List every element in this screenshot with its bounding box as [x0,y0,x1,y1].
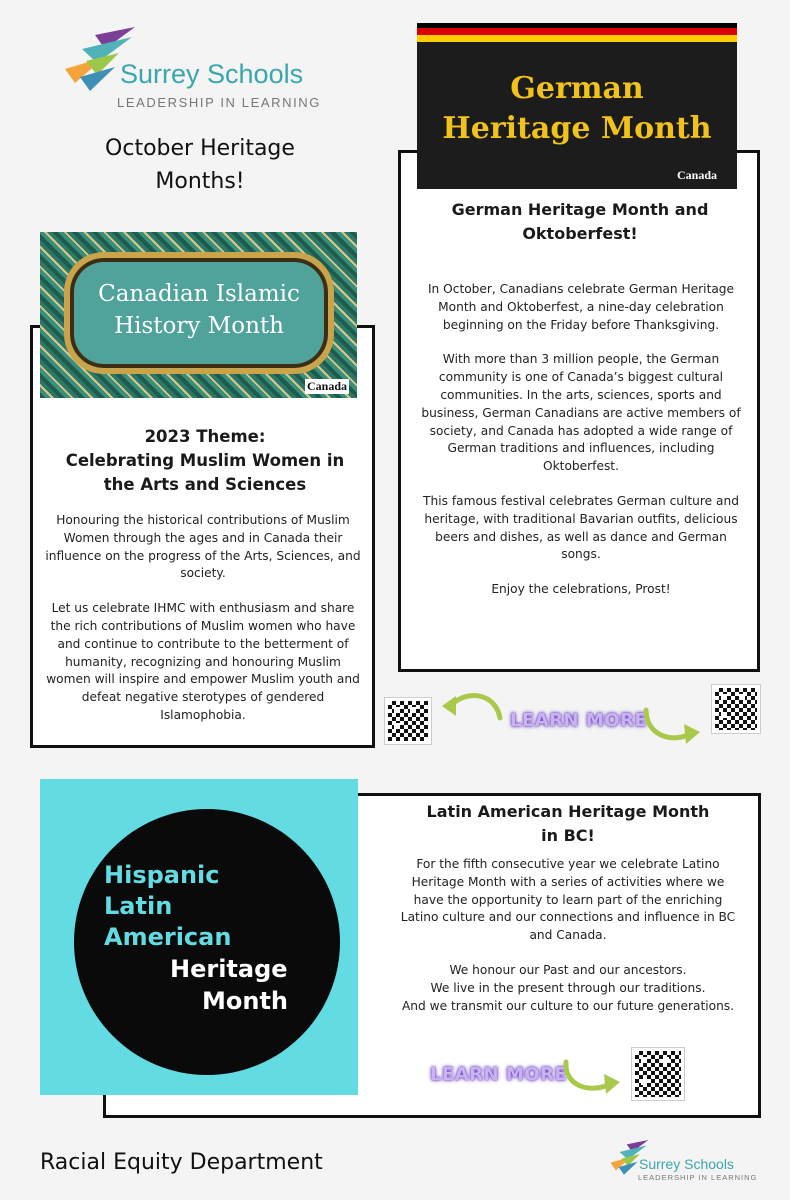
latin-heading [390,800,746,848]
latin-learn-more-link[interactable]: LEARN MORE [430,1064,568,1085]
latin-paragraph-2-line2: We live in the present through our traditions. [430,980,706,995]
german-banner-title-line2: Heritage Month [442,111,712,146]
german-body [416,281,746,599]
arrow-right-icon [560,1058,626,1098]
islamic-banner-title-line1: Canadian Islamic [98,281,300,307]
logo-name: Surrey Schools [120,59,304,89]
footer-department: Racial Equity Department [40,1150,323,1175]
german-paragraph-3: This famous festival celebrates German culture and heritage, with traditional Bavarian outfits, delicious beers and dishes, as well as dance and German songs. [423,493,739,562]
hispanic-line-4: Heritage [170,955,288,983]
page-title-line2: Months! [155,169,245,194]
islamic-body [42,512,364,725]
islamic-banner-title-line2: History Month [114,313,284,339]
latin-paragraph-2-line3: And we transmit our culture to our future generations. [401,998,735,1013]
page-title-line1: October Heritage [105,136,295,161]
page-title [50,132,350,198]
german-qr-code-right[interactable] [712,685,760,733]
flag-stripe-gold [417,35,737,42]
islamic-theme-heading [40,425,370,497]
german-qr-code-left[interactable] [385,698,431,744]
german-heritage-banner-image [417,23,737,189]
german-banner-title-line1: German [510,71,644,106]
latin-heading-line1: Latin American Heritage Month [426,802,710,821]
islamic-paragraph-2: Let us celebrate IHMC with enthusiasm and share the rich contributions of Muslim women who have and continue to contribute to the betterment of humanity, recognizing and honouring Muslim women will inspire and empower Muslim youth and defeat negative sterotypes of gendered Islamophobia. [46,601,360,722]
german-heading [410,198,750,246]
latin-paragraph-2-line1: We honour our Past and our ancestors. [449,962,687,977]
footer-logo-name: Surrey Schools [639,1156,734,1172]
surrey-schools-logo[interactable] [45,25,365,115]
arrow-left-icon [438,688,508,728]
footer-surrey-logo[interactable] [598,1138,768,1183]
german-learn-more-link[interactable]: LEARN MORE [510,710,648,731]
german-canada-wordmark: Canada [676,168,717,182]
german-paragraph-4: Enjoy the celebrations, Prost! [491,582,671,597]
hispanic-line-2: Latin [104,892,173,920]
german-paragraph-2: With more than 3 million people, the German community is one of Canada’s biggest cultural communities. In the arts, sciences, sports and business, German Canadians are active members of society, and Canada has adopted a wide range of German traditions and influences, including Oktoberfest. [421,352,741,474]
latin-heading-line2: in BC! [541,826,595,845]
hispanic-line-3: American [104,923,232,951]
german-paragraph-1: In October, Canadians celebrate German Heritage Month and Oktoberfest, a nine-day celebration beginning on the Friday before Thanksgiving. [427,282,735,332]
german-heading-line1: German Heritage Month and [451,200,709,219]
arrow-right-icon [640,704,706,748]
islamic-history-banner-image [40,232,357,398]
hispanic-line-5: Month [202,987,289,1015]
islamic-canada-wordmark: Canada [306,379,347,393]
islamic-banner-title [64,278,334,342]
islamic-theme-line2: Celebrating Muslim Women in [65,451,345,470]
latin-body [395,856,741,1015]
hispanic-heritage-panel [40,779,358,1095]
islamic-paragraph-1: Honouring the historical contributions of Muslim Women through the ages and in Canada their influence on the progress of the Arts, Sciences, and society. [45,513,361,581]
islamic-theme-line1: 2023 Theme: [144,427,266,446]
footer-logo-tagline: LEADERSHIP IN LEARNING [638,1173,758,1182]
latin-qr-code[interactable] [632,1048,684,1100]
german-banner-title [417,69,737,149]
hispanic-line-1: Hispanic [104,861,220,889]
latin-paragraph-1: For the fifth consecutive year we celebrate Latino Heritage Month with a series of activities where we have the opportunity to learn part of the enriching Latino culture and our connections and influence in BC and Canada. [400,857,736,943]
islamic-theme-line3: the Arts and Sciences [103,475,307,494]
logo-tagline: LEADERSHIP IN LEARNING [117,95,322,110]
german-heading-line2: Oktoberfest! [522,224,638,243]
latin-paragraph-2 [395,962,741,1015]
flag-stripe-red [417,28,737,35]
